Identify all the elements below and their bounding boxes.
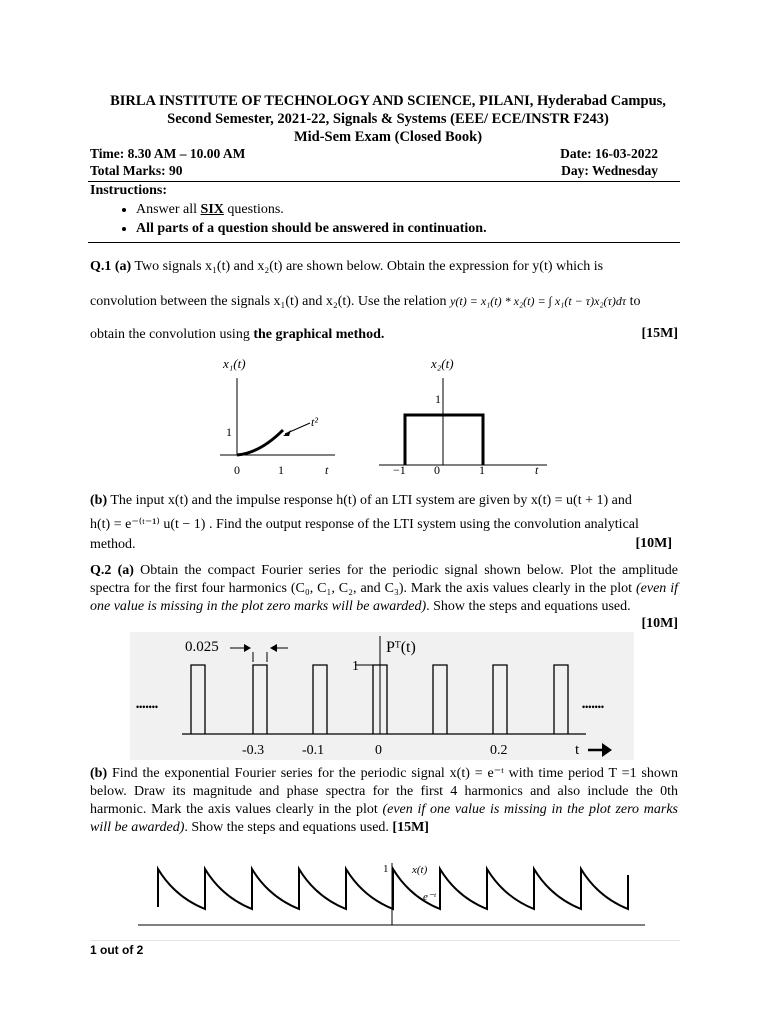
x1-tick-x1: 1 [278,463,284,477]
instructions-title: Instructions: [90,183,168,198]
institute-title: BIRLA INSTITUTE OF TECHNOLOGY AND SCIENCE, PILANI, Hyderabad Campus, [110,93,666,109]
x1-arrowhead [283,430,291,436]
pulse-signal-label: Pᵀ(t) [386,639,416,656]
x2-ylabel: x₂(t) [431,356,454,371]
q1b-line2: h(t) = e⁻⁽ᵗ⁻¹⁾ u(t − 1) . Find the output response of the LTI system using the convolution analytical [90,517,639,532]
q2a-text: Q.2 (a) Obtain the compact Fourier series for the periodic signal shown below. Plot the amplitude spectra for the first four harmonics (C₀, C₁, C₂, and C₃). Mark the axis values clearly in the plot (even if one value is missing in the plot zero marks will be awarded). Show the steps and equations used. [90,563,678,614]
pulse-width-label: 0.025 [185,639,219,655]
q1a-marks: [15M] [641,326,678,341]
x1-tick-y: 1 [226,425,232,439]
header-divider [88,181,680,182]
marks-row [90,163,658,179]
exp-ylabel: x(t) [412,864,428,876]
exam-time: Time: 8.30 AM – 10.00 AM [90,146,246,161]
exam-day: Day: Wednesday [561,163,658,178]
x2-pulse [405,415,483,465]
q1b-marks: [10M] [635,536,672,551]
x1-curve [237,430,283,455]
x1-tick-x0: 0 [234,463,240,477]
tick-zero: 0 [375,743,382,758]
q1a-line1: Q.1 (a) Two signals x₁(t) and x₂(t) are shown below. Obtain the expression for y(t) which is [90,259,604,274]
q1b-line1: (b) The input x(t) and the impulse response h(t) of an LTI system are given by x(t) = u(t + 1) and [90,493,632,508]
instructions-divider [88,242,680,243]
instructions-list [92,200,487,238]
exp-sawtooth [158,869,628,909]
x1-curve-label: t² [311,415,318,429]
x2-tick-y: 1 [435,392,441,406]
q1b-line3: method. [90,537,136,552]
pulse-level-label: 1 [352,659,359,674]
exam-date: Date: 16-03-2022 [560,146,658,161]
pulse-train-plot [130,632,634,760]
exp-level: 1 [383,863,389,875]
tick-minus-0-1: -0.1 [302,743,325,758]
dots-left: ••••••• [136,702,159,712]
instruction-item: • All parts of a question should be answered in continuation. [136,219,487,238]
q1a-line2: convolution between the signals x₁(t) and x₂(t). Use the relation y(t) = x₁(t) * x₂(t) = ∫ x₁(t − τ)x₂(τ)dτ to [90,294,641,309]
course-title: Second Semester, 2021-22, Signals & Systems (EEE/ ECE/INSTR F243) [167,111,609,127]
q1a-line3: obtain the convolution using the graphical method. [90,327,385,342]
convolution-formula: y(t) = x₁(t) * x₂(t) = ∫ x₁(t − τ)x₂(τ)dτ [450,294,627,308]
pulse-xlabel: t [575,742,580,758]
x1-ylabel: x₁(t) [223,356,246,371]
exp-periodic-plot [130,855,650,933]
x2-tick-x1: 1 [479,463,485,477]
page-number: 1 out of 2 [90,943,144,957]
x2-plot [375,350,555,480]
time-row [90,146,658,162]
total-marks: Total Marks: 90 [90,163,183,178]
tick-minus-0-3: -0.3 [242,743,265,758]
footer-divider [90,940,680,941]
instruction-item: • Answer all SIX questions. [136,200,487,219]
dots-right: ••••••• [582,702,605,712]
x1-xlabel: t [325,463,329,477]
exp-curve-label: e⁻ᵗ [423,891,436,903]
exam-title: Mid-Sem Exam (Closed Book) [293,129,483,145]
q2b-text: (b) Find the exponential Fourier series for the periodic signal x(t) = e⁻ᵗ with time period T =1 shown below. Draw its magnitude and phase spectra for the first 4 harmonics and also include the 0th harmonic. Mark the axis values clearly in the plot (even if one value is missing in the plot zero marks will be awarded). Show the steps and equations used. [15M] [90,766,678,835]
x2-tick-xm1: −1 [393,463,406,477]
x2-xlabel: t [535,463,539,477]
x2-tick-x0: 0 [434,463,440,477]
tick-0-2: 0.2 [490,743,508,758]
x1-plot [215,350,345,480]
q2a-marks: [10M] [641,616,678,631]
